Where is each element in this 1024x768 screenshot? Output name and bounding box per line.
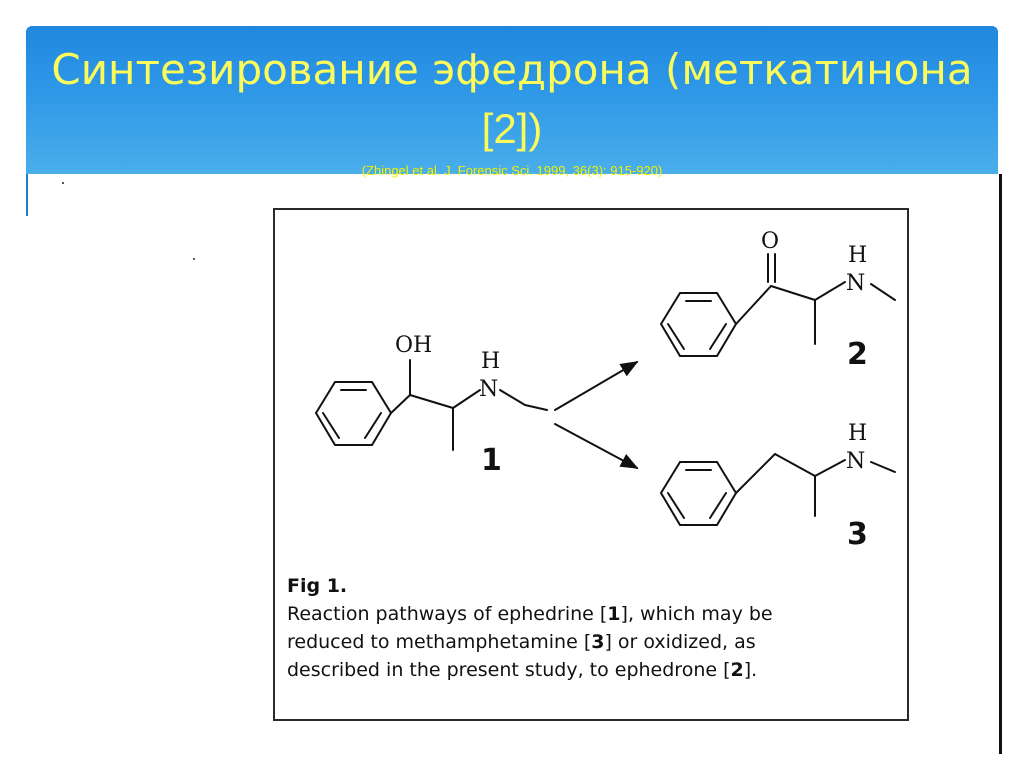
compound-label-1: 1 <box>481 443 502 478</box>
compound-label-3: 3 <box>847 517 868 552</box>
compound-label-2: 2 <box>847 337 868 372</box>
arrow-oxidation <box>555 362 637 410</box>
figure-box <box>273 208 909 721</box>
scan-edge-right <box>999 174 1002 754</box>
atom-oh: OH <box>395 333 433 358</box>
atom-o: O <box>761 229 780 254</box>
atom-n: N <box>846 271 866 296</box>
atom-h: H <box>848 421 868 446</box>
atom-h: H <box>848 243 868 268</box>
scan-edge-left <box>26 174 28 216</box>
slide-title-line2: [2]) <box>481 105 543 152</box>
caption-title: Fig 1. <box>287 575 348 597</box>
slide-title-line1: Синтезирование эфедрона (меткатинона <box>51 45 973 94</box>
atom-n: N <box>479 377 499 402</box>
scan-speck <box>62 182 64 184</box>
reaction-diagram <box>275 210 907 570</box>
arrow-reduction <box>555 424 637 468</box>
caption-text: Reaction pathways of ephedrine [1], which may be reduced to methamphetamine [3] or oxidized, as described in the present study, to ephedrone [2]. <box>287 603 773 681</box>
atom-h: H <box>481 349 501 374</box>
figure-caption <box>287 572 897 684</box>
slide-citation: (Zhingel et al. J. Forensic Sci. 1999, 36(3): 915-920) <box>361 163 663 178</box>
atom-n: N <box>846 449 866 474</box>
scan-speck <box>193 258 195 260</box>
compound-1-structure <box>316 360 547 450</box>
